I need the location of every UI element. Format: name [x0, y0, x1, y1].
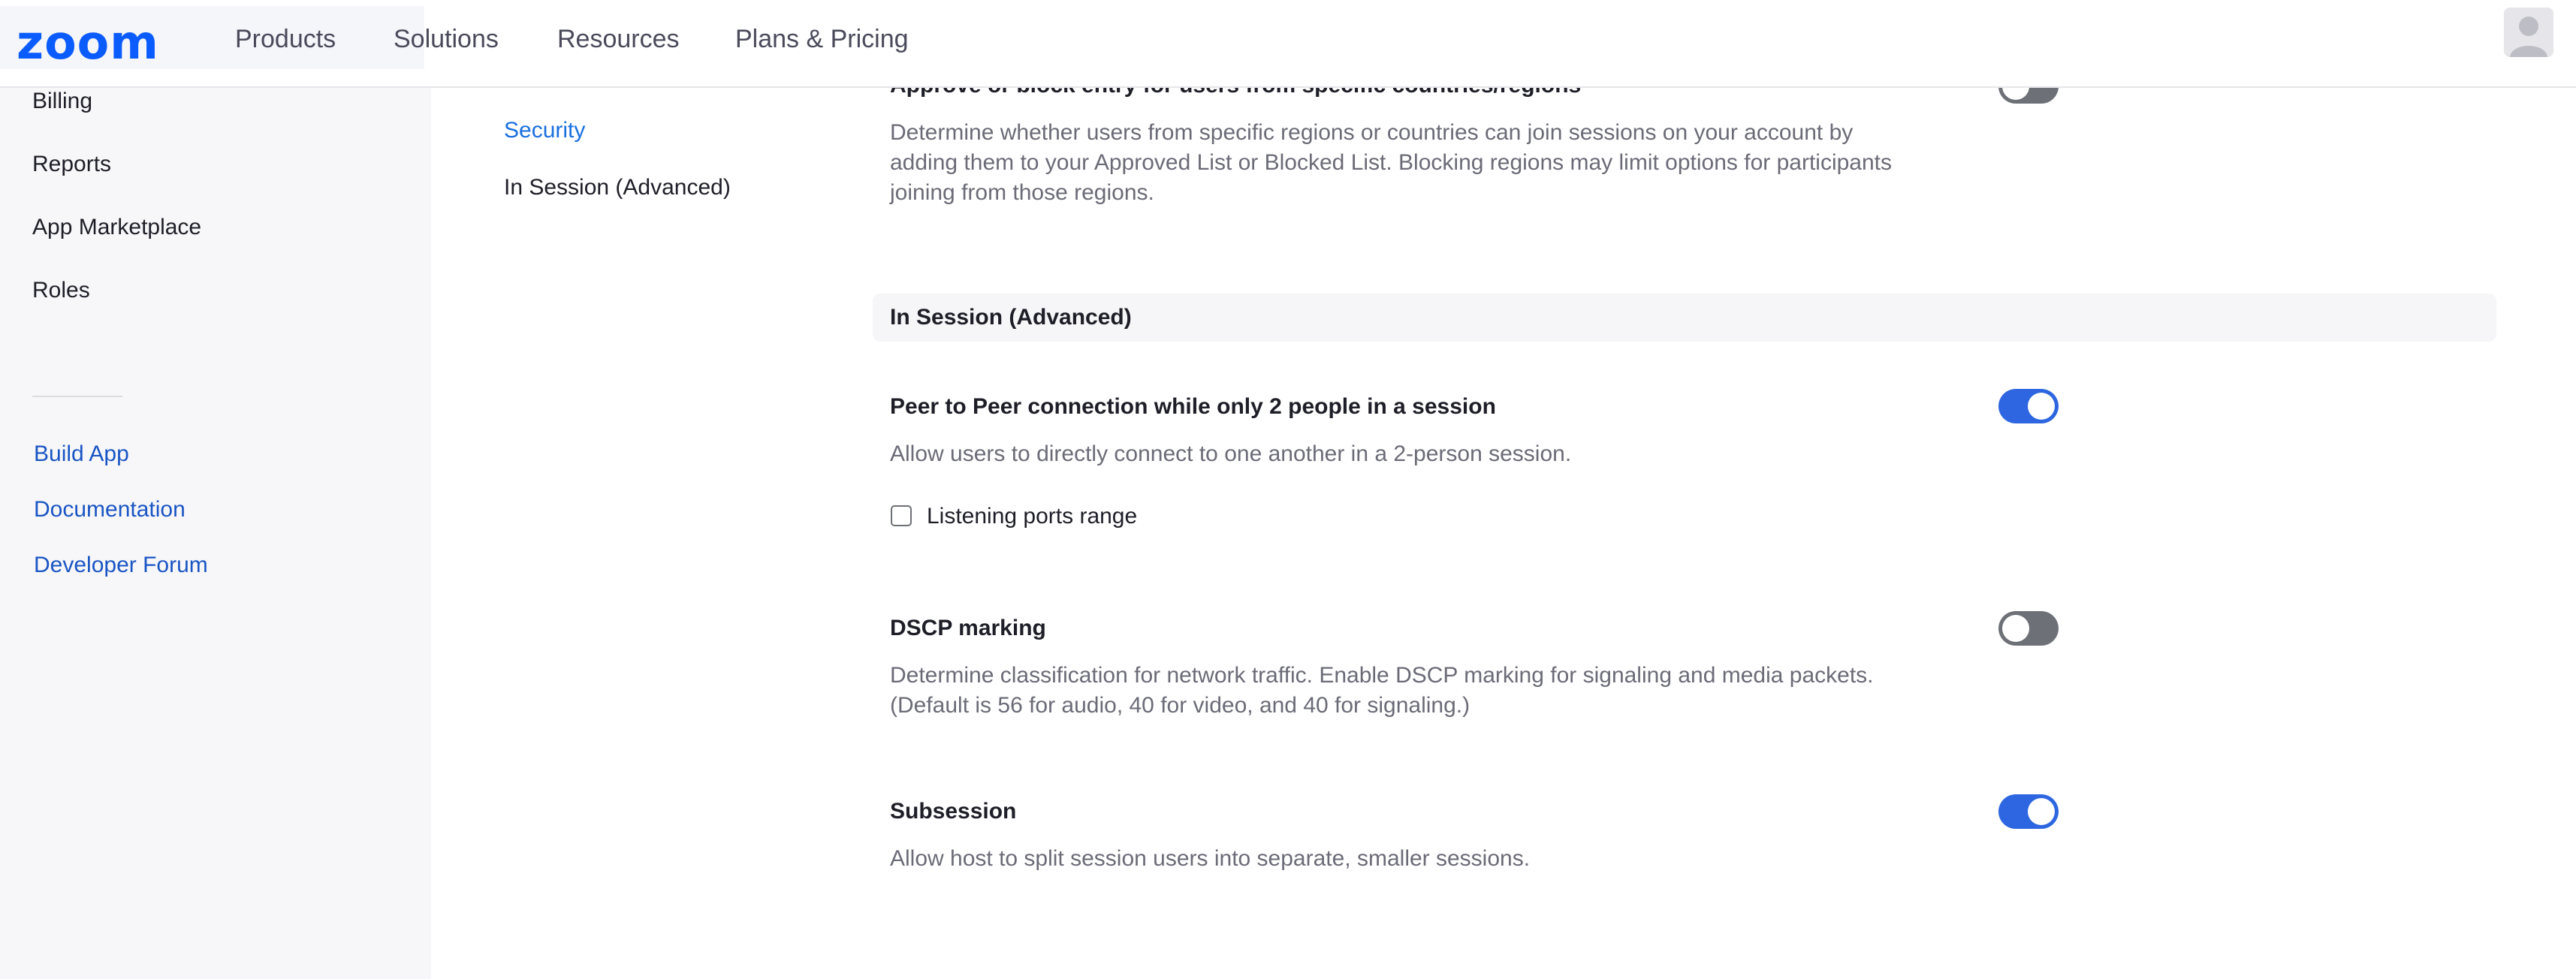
sidebar-item-roles[interactable]: Roles: [32, 278, 90, 303]
setting-desc-subsession: Allow host to split session users into separate, smaller sessions.: [890, 846, 1531, 871]
subnav-security[interactable]: Security: [504, 118, 586, 143]
setting-desc-countries-line1: Determine whether users from specific regions or countries can join sessions on your account by: [890, 120, 1854, 145]
listening-ports-label[interactable]: Listening ports range: [927, 504, 1138, 529]
toggle-dscp[interactable]: [1998, 611, 2059, 646]
sidebar-item-reports[interactable]: Reports: [32, 152, 112, 176]
top-nav: [0, 0, 2576, 88]
sidebar-item-billing[interactable]: Billing: [32, 89, 93, 113]
setting-desc-dscp-line2: (Default is 56 for audio, 40 for video, and 40 for signaling.): [890, 693, 1470, 718]
setting-title-p2p: Peer to Peer connection while only 2 people in a session: [890, 394, 1496, 419]
toggle-knob: [2028, 393, 2055, 420]
toggle-knob: [2002, 615, 2029, 642]
listening-ports-checkbox[interactable]: [891, 505, 912, 526]
setting-title-subsession: Subsession: [890, 799, 1017, 824]
toggle-p2p[interactable]: [1998, 389, 2059, 423]
sidebar-link-build-app[interactable]: Build App: [34, 441, 129, 466]
setting-desc-countries-line2: adding them to your Approved List or Blocked List. Blocking regions may limit options for participants: [890, 150, 1893, 175]
nav-resources[interactable]: Resources: [557, 25, 680, 53]
toggle-subsession[interactable]: [1998, 794, 2059, 829]
nav-plans-pricing[interactable]: Plans & Pricing: [735, 25, 909, 53]
zoom-logo[interactable]: zoom: [17, 15, 159, 70]
setting-desc-dscp-line1: Determine classification for network traffic. Enable DSCP marking for signaling and media packets.: [890, 663, 1874, 688]
user-avatar-icon[interactable]: [2504, 8, 2553, 57]
setting-desc-countries-line3: joining from those regions.: [890, 180, 1154, 205]
nav-solutions[interactable]: Solutions: [394, 25, 499, 53]
nav-products[interactable]: Products: [235, 25, 336, 53]
logo-area: [0, 6, 424, 69]
subnav-in-session-advanced[interactable]: In Session (Advanced): [504, 175, 731, 200]
sidebar-link-developer-forum[interactable]: Developer Forum: [34, 553, 208, 577]
setting-title-dscp: DSCP marking: [890, 616, 1046, 640]
section-header-in-session-advanced: [873, 294, 2496, 342]
toggle-knob: [2028, 798, 2055, 825]
sidebar-divider: [32, 396, 122, 397]
setting-desc-p2p: Allow users to directly connect to one another in a 2-person session.: [890, 441, 1572, 466]
sidebar-link-documentation[interactable]: Documentation: [34, 497, 186, 522]
sidebar-item-app-marketplace[interactable]: App Marketplace: [32, 215, 202, 239]
section-title: In Session (Advanced): [890, 305, 1132, 330]
left-sidebar: [0, 86, 431, 979]
